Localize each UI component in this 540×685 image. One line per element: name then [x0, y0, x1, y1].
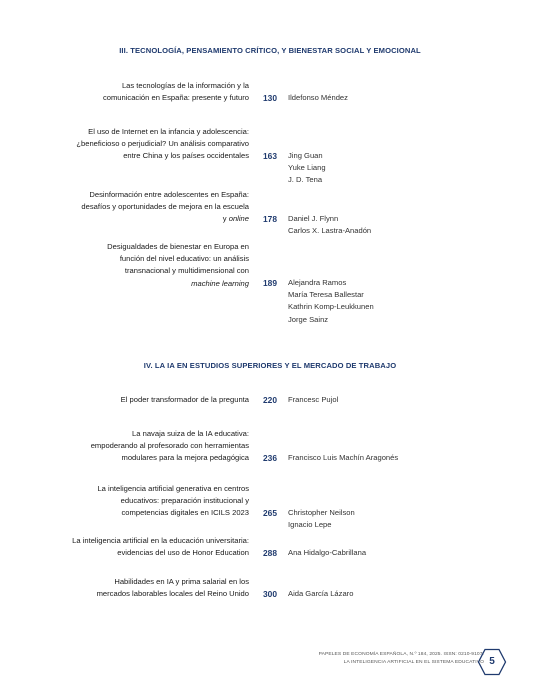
- entry-title: Desinformación entre adolescentes en España: desafíos y oportunidades de mejora en la escuela y online: [81, 190, 249, 224]
- entry-authors: Francesc Pujol: [288, 395, 339, 404]
- entry-title: Desigualdades de bienestar en Europa en función del nivel educativo: un análisis transnacional y multidimensional con machine learning: [107, 242, 249, 288]
- page-number: 5: [489, 656, 495, 667]
- entry-title: Habilidades en IA y prima salarial en los mercados laborables locales del Reino Unido: [96, 577, 249, 599]
- entry-page-number[interactable]: 220: [263, 395, 277, 405]
- entry-authors: Daniel J. Flynn Carlos X. Lastra-Anadón: [288, 214, 372, 236]
- entry-page-number[interactable]: 288: [263, 548, 277, 558]
- page-number-badge: [477, 648, 507, 676]
- entry-title: El poder transformador de la pregunta: [120, 395, 249, 404]
- entry-authors: Ana Hidalgo-Cabrillana: [288, 548, 367, 557]
- entry-page-number[interactable]: 178: [263, 214, 277, 224]
- entry-title: La navaja suiza de la IA educativa: empoderando al profesorado con herramientas modulares para la mejora pedagógica: [90, 429, 249, 463]
- entry-authors: Alejandra Ramos María Teresa Ballestar Kathrin Komp-Leukkunen Jorge Sainz: [288, 278, 374, 324]
- footer-citation: PAPELES DE ECONOMÍA ESPAÑOLA, N.º 184, 2025. ISSN: 0210-9107. LA INTELIGENCIA ARTIFICIAL EN EL SISTEMA EDUCATIVO: [318, 652, 484, 665]
- entry-authors: Francisco Luis Machín Aragonés: [288, 453, 399, 462]
- entry-authors: Jing Guan Yuke Liang J. D. Tena: [288, 151, 326, 185]
- entry-page-number[interactable]: 189: [263, 278, 277, 288]
- entry-page-number[interactable]: 265: [263, 508, 277, 518]
- entry-authors: Aida García Lázaro: [288, 589, 354, 598]
- entry-title: La inteligencia artificial en la educación universitaria: evidencias del uso de Honor Education: [72, 536, 249, 558]
- entry-page-number[interactable]: 300: [263, 589, 277, 599]
- entry-page-number[interactable]: 130: [263, 93, 277, 103]
- section-title-iv: IV. LA IA EN ESTUDIOS SUPERIORES Y EL MERCADO DE TRABAJO: [143, 361, 397, 370]
- entry-title: La inteligencia artificial generativa en centros educativos: preparación institucional y competencias digitales en ICILS 2023: [97, 484, 249, 518]
- entry-authors: Christopher Neilson Ignacio Lepe: [288, 508, 355, 530]
- entry-title: Las tecnologías de la información y la comunicación en España: presente y futuro: [102, 81, 249, 103]
- entry-page-number[interactable]: 236: [263, 453, 277, 463]
- section-title-iii: III. TECNOLOGÍA, PENSAMIENTO CRÍTICO, Y BIENESTAR SOCIAL Y EMOCIONAL: [119, 46, 421, 55]
- entry-title: El uso de Internet en la infancia y adolescencia: ¿beneficioso o perjudicial? Un análisis comparativo entre China y los países occidentales: [76, 127, 249, 161]
- entry-authors: Ildefonso Méndez: [288, 93, 348, 102]
- entry-page-number[interactable]: 163: [263, 151, 277, 161]
